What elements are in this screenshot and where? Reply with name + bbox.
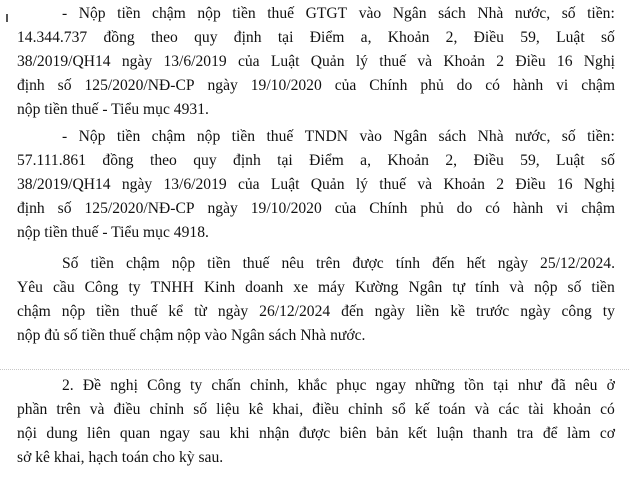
paragraph-1-line-5: nộp tiền thuế - Tiểu mục 4931. — [17, 101, 209, 118]
paragraph-2-line-4: định số 125/2020/NĐ-CP ngày 19/10/2020 của Chính phủ do có hành vi chậm — [17, 200, 615, 217]
paragraph-1-line-1: - Nộp tiền chậm nộp tiền thuế GTGT vào Ngân sách Nhà nước, số tiền: — [62, 5, 615, 22]
paragraph-2-line-5: nộp tiền thuế - Tiểu mục 4918. — [17, 224, 209, 241]
paragraph-2-line-1: - Nộp tiền chậm nộp tiền thuế TNDN vào Ngân sách Nhà nước, số tiền: — [62, 128, 615, 145]
paragraph-3-line-4: nộp đủ số tiền thuế chậm nộp vào Ngân sách Nhà nước. — [17, 327, 366, 344]
margin-mark — [6, 14, 8, 22]
paragraph-3-line-2: Yêu cầu Công ty TNHH Kinh doanh xe máy Kường Ngân tự tính và nộp số tiền — [17, 279, 615, 296]
scan-separator — [0, 369, 629, 370]
paragraph-2-line-3: 38/2019/QH14 ngày 13/6/2019 của Luật Quản lý thuế và Khoản 2 Điều 16 Nghị — [17, 176, 615, 193]
paragraph-3-line-3: chậm nộp tiền thuế kể từ ngày 26/12/2024 đến ngày liền kề trước ngày công ty — [17, 303, 615, 320]
paragraph-1-line-4: định số 125/2020/NĐ-CP ngày 19/10/2020 của Chính phủ do có hành vi chậm — [17, 77, 615, 94]
paragraph-4-line-2: phần trên và điều chỉnh số liệu kê khai, điều chỉnh sổ kế toán và các tài khoản có — [17, 401, 615, 418]
paragraph-4-line-3: nội dung liên quan ngay sau khi nhận được biên bản kết luận thanh tra để làm cơ — [17, 425, 615, 442]
paragraph-4-line-1: 2. Đề nghị Công ty chấn chỉnh, khắc phục ngay những tồn tại như đã nêu ở — [62, 377, 615, 394]
paragraph-2-line-2: 57.111.861 đồng theo quy định tại Điểm a, Khoản 2, Điều 59, Luật số — [17, 152, 615, 169]
paragraph-3-line-1: Số tiền chậm nộp tiền thuế nêu trên được tính đến hết ngày 25/12/2024. — [62, 255, 615, 272]
paragraph-1-line-2: 14.344.737 đồng theo quy định tại Điểm a, Khoản 2, Điều 59, Luật số — [17, 29, 615, 46]
paragraph-4-line-4: sở kê khai, hạch toán cho kỳ sau. — [17, 449, 224, 466]
paragraph-1-line-3: 38/2019/QH14 ngày 13/6/2019 của Luật Quản lý thuế và Khoản 2 Điều 16 Nghị — [17, 53, 615, 70]
